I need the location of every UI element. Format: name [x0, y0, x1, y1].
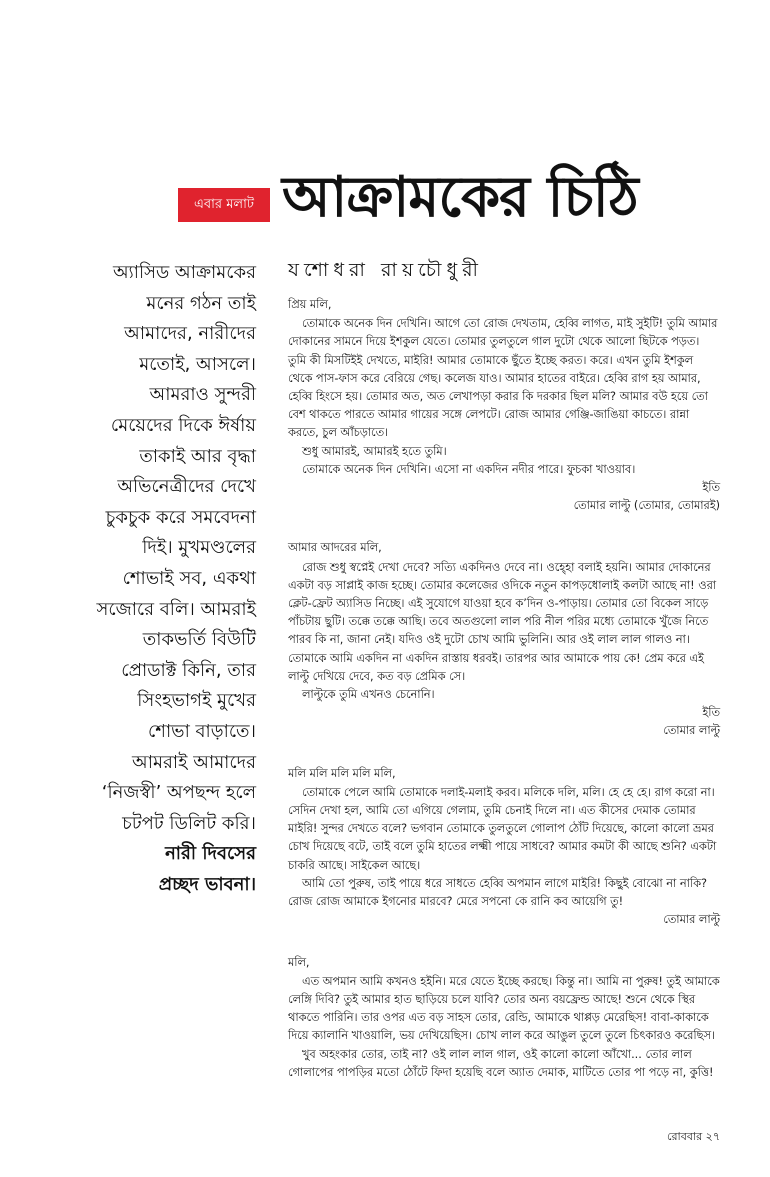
- pullquote-line: চুকচুক করে সমবেদনা: [105, 506, 256, 528]
- pullquote-line: শোভাই সব, একথা: [122, 567, 256, 589]
- pullquote-line: মনের গঠন তাই: [146, 292, 256, 314]
- letter-signature: তোমার লাল্টু: [663, 913, 720, 927]
- pullquote-line: মেয়েদের দিকে ঈর্ষায়: [110, 414, 256, 436]
- page-folio: রোববার ২৭: [667, 1130, 720, 1143]
- pullquote-line: তাকভর্তি বিউটি: [142, 629, 256, 651]
- letter-paragraph: তোমাকে অনেক দিন দেখিনি। এসো না একদিন নদীর পারে। ফুচকা খাওয়াব।: [302, 462, 636, 476]
- section-tag: এবার মলাট: [178, 188, 270, 222]
- pullquote-line: তাকাই আর বৃদ্ধা: [139, 445, 256, 467]
- letters-column: [288, 296, 720, 1106]
- letter-4: [288, 954, 720, 1082]
- letter-paragraph: তোমাকে অনেক দিন দেখিনি। আগে তো রোজ দেখতাম, হেব্বি লাগত, মাই সুইটি! তুমি আমার দোকানের সামনে দিয়ে ইশকুল যেতে। তোমার তুলতুলে গাল দুটো থেকে আলো ছিটকে পড়ত। তুমি কী মিসটিইই দেখতে, মাইরি! আমার তোমাকে ছুঁতে ইচ্ছে করত। করে। এখন তুমি ইশকুল থেকে পাস-ফাস করে বেরিয়ে গেছ। কলেজ যাও। আমার হাতের বাইরে। হেব্বি রাগ হয় আমার, হেব্বি হিংসে হয়। তোমার অত, অত লেখাপড়া করার কি দরকার ছিল মলি? আমার বউ হয়ে তো বেশ থাকতে পারতে আমার গায়ের সঙ্গে লেপটে। রোজ আমার গেঞ্জি-জাঙিয়া কাচতে। রান্না করতে, চুল আঁচড়াতে।: [288, 317, 718, 440]
- letter-1: [288, 296, 720, 515]
- pullquote-line: দিই। মুখমণ্ডলের: [142, 537, 256, 559]
- letter-paragraph: এত অপমান আমি কখনও হইনি। মরে যেতে ইচ্ছে করছে। কিন্তু না। আমি না পুরুষ! তুই আমাকে লেঙ্গি দিবি? তুই আমার হাত ছাড়িয়ে চলে যাবি? তোর অন্য বয়ফ্রেন্ড আছে! শুনে থেকে স্থির থাকতে পারিনি। তার ওপর এত বড় সাহস তোর, রেন্ডি, আমাকে থাপ্পড় মেরেছিস! বাবা-কাকাকে দিয়ে ক্যালানি খাওয়ালি, ভয় দেখিয়েছিস। চোখ লাল করে আঙুল তুলে তুলে চিৎকারও করেছিস।: [288, 974, 720, 1043]
- letter-signoff: ইতি: [702, 706, 720, 720]
- pullquote-line: আমাদের, নারীদের: [124, 323, 256, 345]
- letter-paragraph: রোজ শুধু স্বপ্নেই দেখা দেবে? সত্যি একদিনও দেবে না। ওহ্হো বলাই হয়নি। আমার দোকানের একটা বড় সাপ্লাই কাজ হচ্ছে। তোমার কলেজের ওদিকে নতুন কাপড়ধোলাই কলটা আছে না! ওরা ক্লেট-ফ্রেট অ্যাসিড নিচ্ছে। এই সুযোগে যাওয়া হবে ক’দিন ও-পাড়ায়। তোমার তো বিকেল সাড়ে পাঁচটায় ছুটি। তক্কে তক্কে আছি। তবে অতগুলো লাল পরি নীল পরির মধ্যে তোমাকে খুঁজে নিতে পারব কি না, জানা নেই। যদিও ওই দুটো চোখ আমি ভুলিনি। আর ওই লাল লাল গালও না। তোমাকে আমি একদিন না একদিন রাস্তায় ধরবই। তারপর আর আমাকে পায় কে! প্রেম করে এই লাল্টু দেখিয়ে দেবে, কত বড় প্রেমিক সে।: [288, 560, 717, 683]
- letter-paragraph: আমি তো পুরুষ, তাই পায়ে ধরে সাধতে হেব্বি অপমান লাগে মাইরি! কিছুই বোঝো না নাকি? রোজ রোজ আমাকে ইগনোর মারবে? মেরে সপনো কে রানি কব আয়েগি তু!: [288, 876, 707, 909]
- letter-paragraph: খুব অহংকার তোর, তাই না? ওই লাল লাল গাল, ওই কালো কালো আঁখো... তোর লাল গোলাপের পাপড়ির মতো ঠোঁটে ফিদা হয়েছি বলে অ্যাত দেমাক, মাটিতে তোর পা পড়ে না, কুত্তি!: [288, 1047, 714, 1079]
- letter-paragraph: তোমাকে পেলে আমি তোমাকে দলাই-মলাই করব। মলিকে দলি, মলি। হে হে হে। রাগ করো না। সেদিন দেখা হল, আমি তো এগিয়ে গেলাম, তুমি চেনাই দিলে না। এত কীসের দেমাক তোমার মাইরি! সুন্দর দেখতে বলে? ভগবান তোমাকে তুলতুলে গোলাপ ঠোঁট দিয়েছে, কালো কালো ভ্রমর চোখ দিয়েছে বটে, তাই বলে তুমি হাতের লক্ষ্মী পায়ে সাধবে? আমার কমটা কী আছে শুনি? একটা চাকরি আছে। সাইকেল আছে।: [288, 785, 717, 872]
- letter-salutation: মলি মলি মলি মলি মলি,: [288, 766, 396, 780]
- pullquote-line: অ্যাসিড আক্রামকের: [112, 262, 256, 283]
- pullquote-line: সজোরে বলি। আমরাই: [96, 598, 256, 620]
- letter-2: [288, 539, 720, 740]
- pullquote-line: আমরাই আমাদের: [132, 751, 256, 773]
- letter-signature: তোমার লাল্টু (তোমার, তোমারই): [573, 499, 720, 513]
- headline: আক্রামকের চিঠি: [282, 165, 638, 230]
- letter-salutation: মলি,: [288, 955, 310, 969]
- pullquote-bold-line: প্রচ্ছদ ভাবনা।: [158, 873, 256, 895]
- pullquote-line: প্রোডাক্ট কিনি, তার: [121, 659, 256, 681]
- pullquote-line: অভিনেত্রীদের দেখে: [117, 476, 256, 498]
- pullquote-line: সিংহভাগই মুখের: [137, 690, 256, 712]
- pullquote-line: চটপট ডিলিট করি।: [122, 812, 256, 834]
- letter-3: [288, 765, 720, 930]
- letter-signature: তোমার লাল্টু: [663, 724, 720, 738]
- letter-salutation: আমার আদরের মলি,: [288, 541, 382, 555]
- pullquote-line: আমরাও সুন্দরী: [149, 384, 256, 406]
- letter-salutation: প্রিয় মলি,: [288, 298, 332, 311]
- letter-paragraph: লাল্টুকে তুমি এখনও চেনোনি।: [302, 688, 435, 702]
- pullquote: [60, 258, 256, 900]
- letter-signoff: ইতি: [702, 481, 720, 495]
- letter-paragraph: শুধু আমারই, আমারই হতে তুমি।: [302, 444, 447, 458]
- pullquote-line: শোভা বাড়াতে।: [147, 720, 256, 742]
- byline: যশোধরা রায়চৌধুরী: [288, 259, 483, 281]
- pullquote-line: মতোই, আসলে।: [139, 353, 256, 375]
- pullquote-bold-line: নারী দিবসের: [165, 843, 256, 865]
- pullquote-line: ‘নিজস্বী’ অপছন্দ হলে: [101, 782, 256, 804]
